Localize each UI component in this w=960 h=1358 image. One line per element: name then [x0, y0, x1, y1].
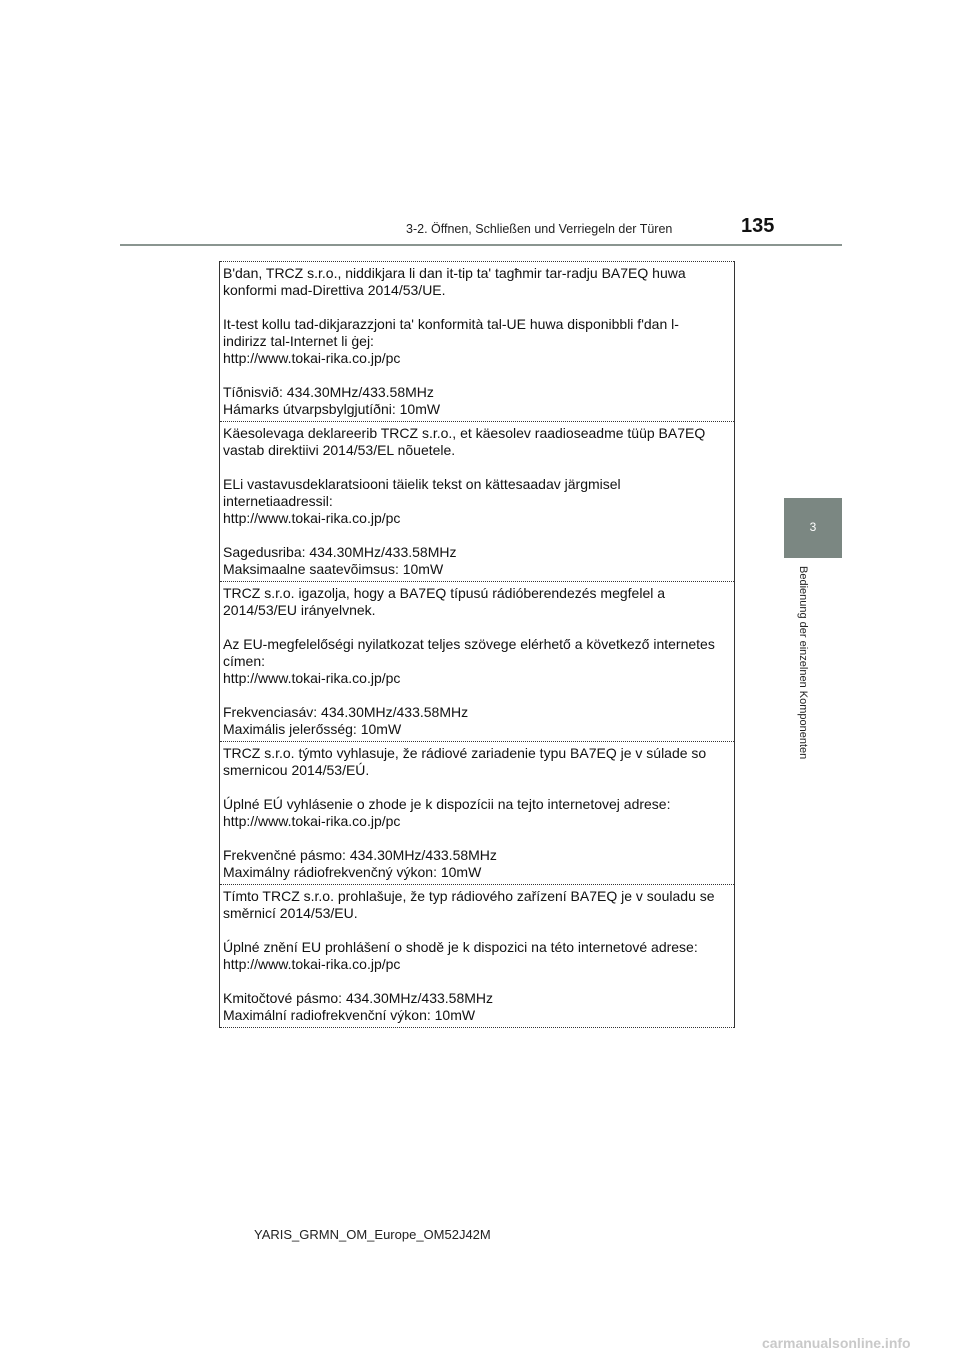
declarations-table — [219, 261, 735, 1028]
declaration-frequency: Frekvenčné pásmo: 434.30MHz/433.58MHz — [223, 847, 497, 863]
declaration-statement-line: TRCZ s.r.o. igazolja, hogy a BA7EQ típusú rádióberendezés megfelel a — [223, 585, 666, 601]
declaration-power: Maximální radiofrekvenční výkon: 10mW — [223, 1007, 476, 1023]
declaration-statement-line: smernicou 2014/53/EÚ. — [223, 762, 370, 778]
declaration-availability-line: internetiaadressil: — [223, 493, 333, 509]
declaration-power: Maximális jelerősség: 10mW — [223, 721, 402, 737]
watermark-text: carmanualsonline.info — [762, 1335, 911, 1351]
declaration-availability-line: ELi vastavusdeklaratsiooni täielik tekst on kättesaadav järgmisel — [223, 476, 621, 492]
declaration-frequency: Sagedusriba: 434.30MHz/433.58MHz — [223, 544, 457, 560]
chapter-tab — [784, 498, 842, 558]
declaration-statement-line: 2014/53/EU irányelvnek. — [223, 602, 376, 618]
declaration-statement-line: B'dan, TRCZ s.r.o., niddikjara li dan it-tip ta' tagħmir tar-radju BA7EQ huwa — [223, 265, 686, 281]
declaration-frequency: Kmitočtové pásmo: 434.30MHz/433.58MHz — [223, 990, 494, 1006]
chapter-number: 3 — [809, 520, 817, 534]
declaration-url: http://www.tokai-rika.co.jp/pc — [223, 813, 401, 829]
declaration-maltese — [220, 261, 734, 421]
declaration-availability-line: Úplné znění EU prohlášení o shodě je k dispozici na této internetové adrese: — [223, 939, 698, 955]
declaration-frequency: Tíðnisvið: 434.30MHz/433.58MHz — [223, 384, 434, 400]
chapter-title: Bedienung der einzelnen Komponenten — [797, 566, 809, 760]
declaration-url: http://www.tokai-rika.co.jp/pc — [223, 956, 401, 972]
declaration-power: Hámarks útvarpsbylgjutíðni: 10mW — [223, 401, 441, 417]
declaration-frequency: Frekvenciasáv: 434.30MHz/433.58MHz — [223, 704, 469, 720]
header-divider — [120, 244, 842, 246]
document-code: YARIS_GRMN_OM_Europe_OM52J42M — [254, 1227, 491, 1242]
declaration-statement-line: konformi mad-Direttiva 2014/53/UE. — [223, 282, 446, 298]
declaration-power: Maksimaalne saatevõimsus: 10mW — [223, 561, 444, 577]
declaration-availability-line: címen: — [223, 653, 266, 669]
declaration-statement-line: Käesolevaga deklareerib TRCZ s.r.o., et käesolev raadioseadme tüüp BA7EQ — [223, 425, 706, 441]
page-number: 135 — [741, 215, 775, 237]
declaration-statement-line: směrnicí 2014/53/EU. — [223, 905, 358, 921]
declaration-statement-line: Tímto TRCZ s.r.o. prohlašuje, že typ rádiového zařízení BA7EQ je v souladu se — [223, 888, 715, 904]
declaration-url: http://www.tokai-rika.co.jp/pc — [223, 350, 401, 366]
declaration-czech — [220, 884, 734, 1028]
section-title: 3-2. Öffnen, Schließen und Verriegeln der Türen — [406, 222, 673, 236]
declaration-statement-line: vastab direktiivi 2014/53/EL nõuetele. — [223, 442, 456, 458]
declaration-availability-line: Az EU-megfelelőségi nyilatkozat teljes szövege elérhető a következő internetes — [223, 636, 715, 652]
declaration-hungarian — [220, 581, 734, 741]
declaration-availability-line: indirizz tal-Internet li ġej: — [223, 333, 374, 349]
declaration-statement-line: TRCZ s.r.o. týmto vyhlasuje, že rádiové zariadenie typu BA7EQ je v súlade so — [223, 745, 707, 761]
declaration-availability-line: It-test kollu tad-dikjarazzjoni ta' konformità tal-UE huwa disponibbli f'dan l- — [223, 316, 679, 332]
declaration-power: Maximálny rádiofrekvenčný výkon: 10mW — [223, 864, 482, 880]
declaration-url: http://www.tokai-rika.co.jp/pc — [223, 670, 401, 686]
declaration-url: http://www.tokai-rika.co.jp/pc — [223, 510, 401, 526]
declaration-estonian — [220, 421, 734, 581]
declaration-slovak — [220, 741, 734, 884]
declaration-availability-line: Úplné EÚ vyhlásenie o zhode je k dispozícii na tejto internetovej adrese: — [223, 796, 671, 812]
